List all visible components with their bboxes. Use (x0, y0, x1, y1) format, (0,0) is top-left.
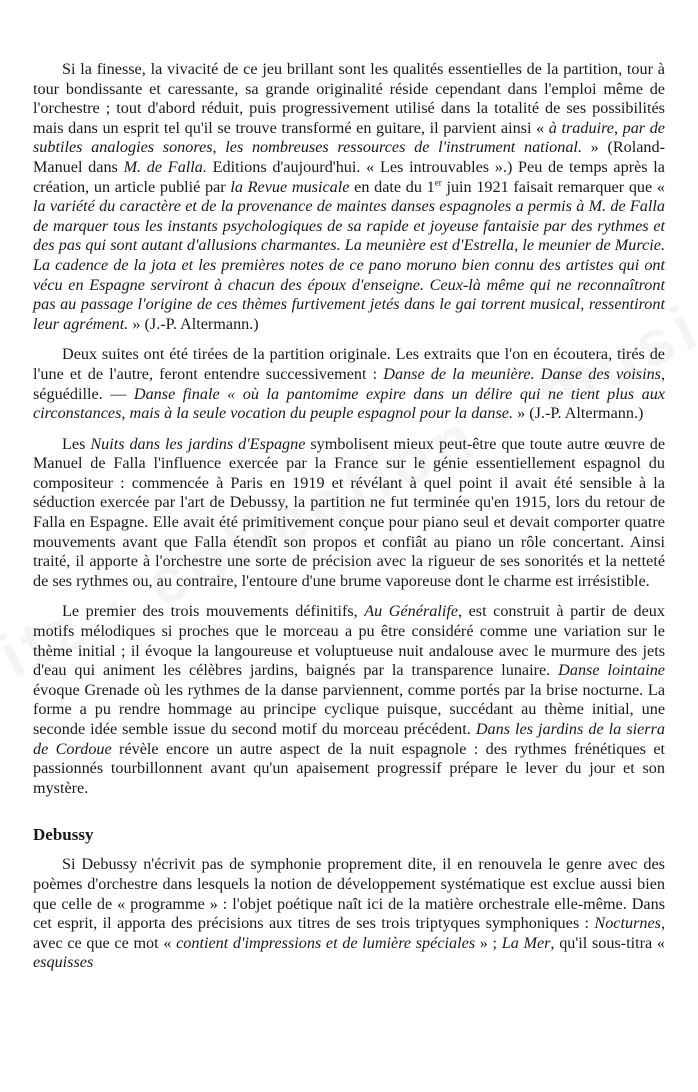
text-run: Si Debussy n'écrivit pas de symphonie proprement dite, il en renouvela le genre avec des poèmes d'orchestre dans lesquels la notion de développement systématique est exclue aussi bien que celle de « programme » : l'objet poétique naît ici de la matière orchestrale elle-même. Dans cet esprit, il apporta des précisions aux titres de ses trois triptyques symphoniques : (33, 855, 665, 933)
text-run: Danse finale « où la pantomime expire dans un délire qui ne tient plus aux circonstances, mais à la seule vocation du peuple espagnol pour la danse. (33, 384, 665, 423)
text-run: La Mer (501, 933, 551, 952)
section-heading-debussy: Debussy (33, 825, 94, 845)
text-run: la Revue musicale (230, 177, 350, 196)
text-run: à traduire, par de subtiles analogies sonores, les nombreuses ressources de l'instrument national. (33, 118, 665, 157)
paragraph-5 (33, 855, 665, 973)
text-run: Danse de la meunière. Danse des voisins (383, 364, 661, 383)
paragraph-4 (33, 602, 665, 798)
text-run: » (J.-P. Altermann.) (128, 314, 259, 333)
text-run: , est construit à partir de deux motifs mélodiques si proches que le morceau a pu être considéré comme une variation sur le thème initial ; il évoque la langoureuse et voluptueuse nuit andalouse avec le murmure des jets d'eau qui animent les célèbres jardins, baignés par la transparence lunaire. (33, 602, 665, 680)
text-run: Editions d'aujourd'hui. « Les introuvables ».) Peu de temps après la création, un article publié par (33, 157, 665, 196)
text-run: » (Roland-Manuel dans (33, 138, 665, 176)
text-run: er (434, 177, 442, 188)
paragraph-3 (33, 435, 665, 592)
text-run: Si la finesse, la vivacité de ce jeu brillant sont les qualités essentielles de la partition, tour à tour bondissante et caressante, sa grande originalité réside cependant dans l'emploi même de l'orchestre ; tout d'abord réduit, puis progressivement utilisé dans la totalité de ses possibilités mais dans un esprit tel qu'il se trouve transformé en guitare, il parvient ainsi « (33, 60, 665, 137)
text-run: » ; (475, 933, 502, 952)
text-run: » (J.-P. Altermann.) (513, 404, 644, 423)
text-run: Au Généralife (364, 602, 459, 621)
paragraph-2 (33, 345, 665, 423)
document-page (33, 60, 665, 973)
text-run: juin 1921 faisait remarquer que « (441, 177, 665, 196)
text-run: évoque Grenade où les rythmes de la danse parviennent, comme portés par la brise nocturne. La forme a pu rendre hommage au principe cyclique puisque, succédant au thème initial, une seconde idée semble issue du second motif du morceau précédent. (33, 680, 665, 738)
text-run: , qu'il sous-titra « (550, 933, 665, 952)
text-run: esquisses (33, 953, 94, 972)
text-run: Le premier des trois mouvements définitifs, (62, 602, 365, 621)
text-run: Danse lointaine (558, 661, 665, 680)
text-run: Nocturnes (594, 914, 661, 933)
text-run: révèle encore un autre aspect de la nuit espagnole : des rythmes frénétiques et passionnés tourbillonnent avant qu'un apaisement progressif prépare le lever du jour et son mystère. (33, 739, 666, 797)
text-run: Nuits dans les jardins d'Espagne (90, 434, 306, 453)
text-run: Les (62, 434, 91, 453)
text-run: , séguédille. — (33, 364, 666, 403)
text-run: symbolisent mieux peut-être que toute autre œuvre de Manuel de Falla l'influence exercée par la France sur le génie essentiellement espagnol du compositeur : commencée à Paris en 1919 et révélant à quel point il avait été sensible à la séduction exercée par l'art de Debussy, la partition ne fut terminée qu'en 1915, lors du retour de Falla en Espagne. Elle avait été primitivement conçue pour piano seul et devait comporter quatre mouvements avant que Falla étendît son propos et confiât au piano un rôle concertant. Ainsi traité, il apporte à l'orchestre une sorte de précision avec la rigueur de ses sonorités et la netteté de ses rythmes ou, au contraire, l'entoure d'une brume vaporeuse dont le charme est irrésistible. (33, 434, 666, 590)
text-run: la variété du caractère et de la provenance de maintes danses espagnoles a permis à M. de Falla de marquer tous les instants psychologiques de sa rapide et joyeuse fantaisie par des rythmes et des pas qui sont autant d'allusions charmantes. La meunière est d'Estrella, le meunier de Murcie. La cadence de la jota et les premières notes de ce pano moruno bien connu des artistes qui ont vécu en Espagne serviront à chacun des époux d'enseigne. Ceux-là même qui ne reconnaîtront pas au passage l'origine de ces thèmes furtivement jetés dans le gai torrent musical, ressentiront leur agrément. (33, 197, 665, 333)
text-run: en date du 1 (349, 177, 435, 196)
text-run: Dans les jardins de la sierra de Cordoue (33, 720, 665, 758)
text-run: , avec ce que ce mot « (33, 914, 665, 952)
text-run: contient d'impressions et de lumière spéciales (176, 933, 476, 952)
text-run: Deux suites ont été tirées de la partition originale. Les extraits que l'on en écoutera, tirés de l'une et de l'autre, feront entendre successivement : (33, 345, 665, 383)
text-run: M. de Falla. (123, 157, 207, 176)
paragraph-1 (33, 60, 665, 334)
